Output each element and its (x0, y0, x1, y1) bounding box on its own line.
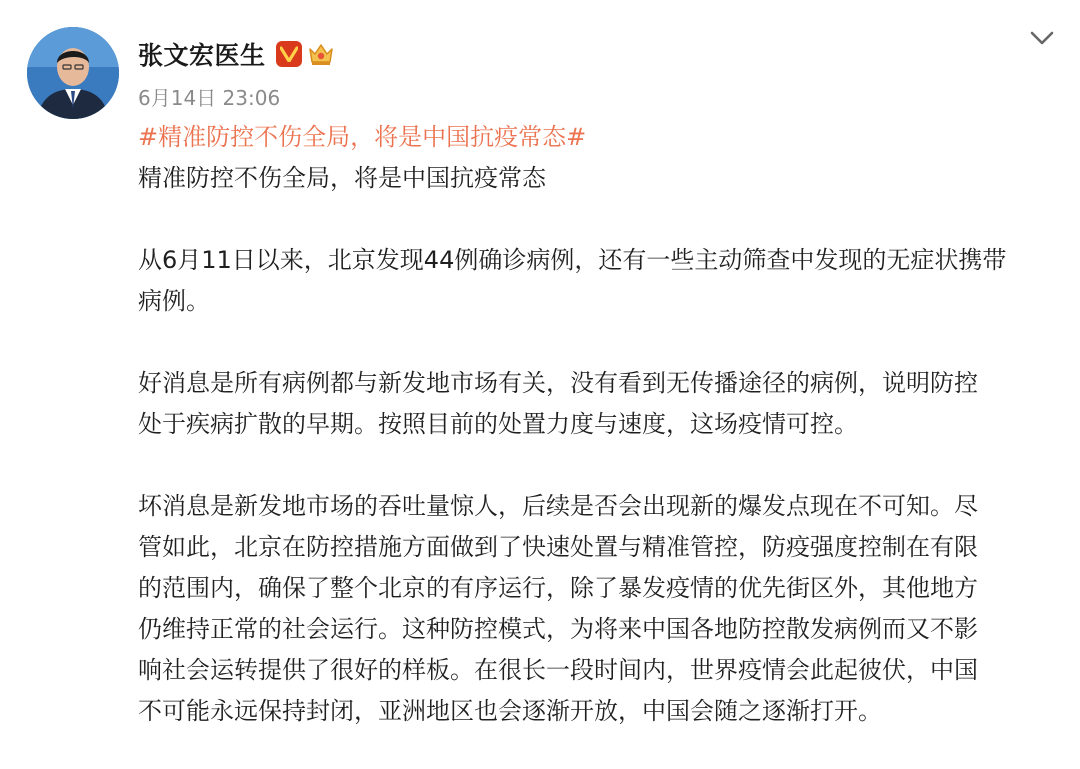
paragraph-gap (138, 445, 1058, 486)
v-letter-icon (280, 46, 298, 62)
paragraph-4: 坏消息是新发地市场的吞吐量惊人，后续是否会出现新的爆发点现在不可知。尽 管如此，北京在防控措施方面做到了快速处置与精准管控，防疫强度控制在有限 的范围内，确保了整个北京的有序运行，除了暴发疫情的优先街区外，其他地方 仍维持正常的社会运行。这种防控模式，为将来中国各地防控散发病例而又不影 响社会运转提供了很好的样板。在很长一段时间内，世界疫情会此起彼伏，中国 不可能永远保持封闭，亚洲地区也会逐渐开放，中国会随之逐渐打开。 (138, 492, 978, 725)
author-name[interactable]: 张文宏医生 (138, 41, 266, 70)
author-row (138, 34, 335, 74)
hashtag-link[interactable]: #精准防控不伤全局，将是中国抗疫常态# (138, 123, 587, 151)
author-avatar[interactable] (27, 27, 119, 119)
paragraph-2: 从6月11日以来，北京发现44例确诊病例，还有一些主动筛查中发现的无症状携带 病例。 (138, 246, 1007, 315)
avatar-portrait (27, 27, 119, 119)
paragraph-3: 好消息是所有病例都与新发地市场有关，没有看到无传播途径的病例，说明防控 处于疾病扩散的早期。按照目前的处置力度与速度，这场疫情可控。 (138, 369, 978, 438)
post-timestamp[interactable]: 6月14日 23:06 (138, 86, 281, 110)
paragraph-gap (138, 322, 1058, 363)
chevron-down-icon[interactable] (1024, 24, 1060, 52)
vip-crown-icon[interactable] (307, 40, 335, 68)
post-content (138, 117, 1058, 732)
verified-badge-icon[interactable] (276, 41, 302, 67)
paragraph-1: 精准防控不伤全局，将是中国抗疫常态 (138, 164, 546, 192)
paragraph-gap (138, 199, 1058, 240)
